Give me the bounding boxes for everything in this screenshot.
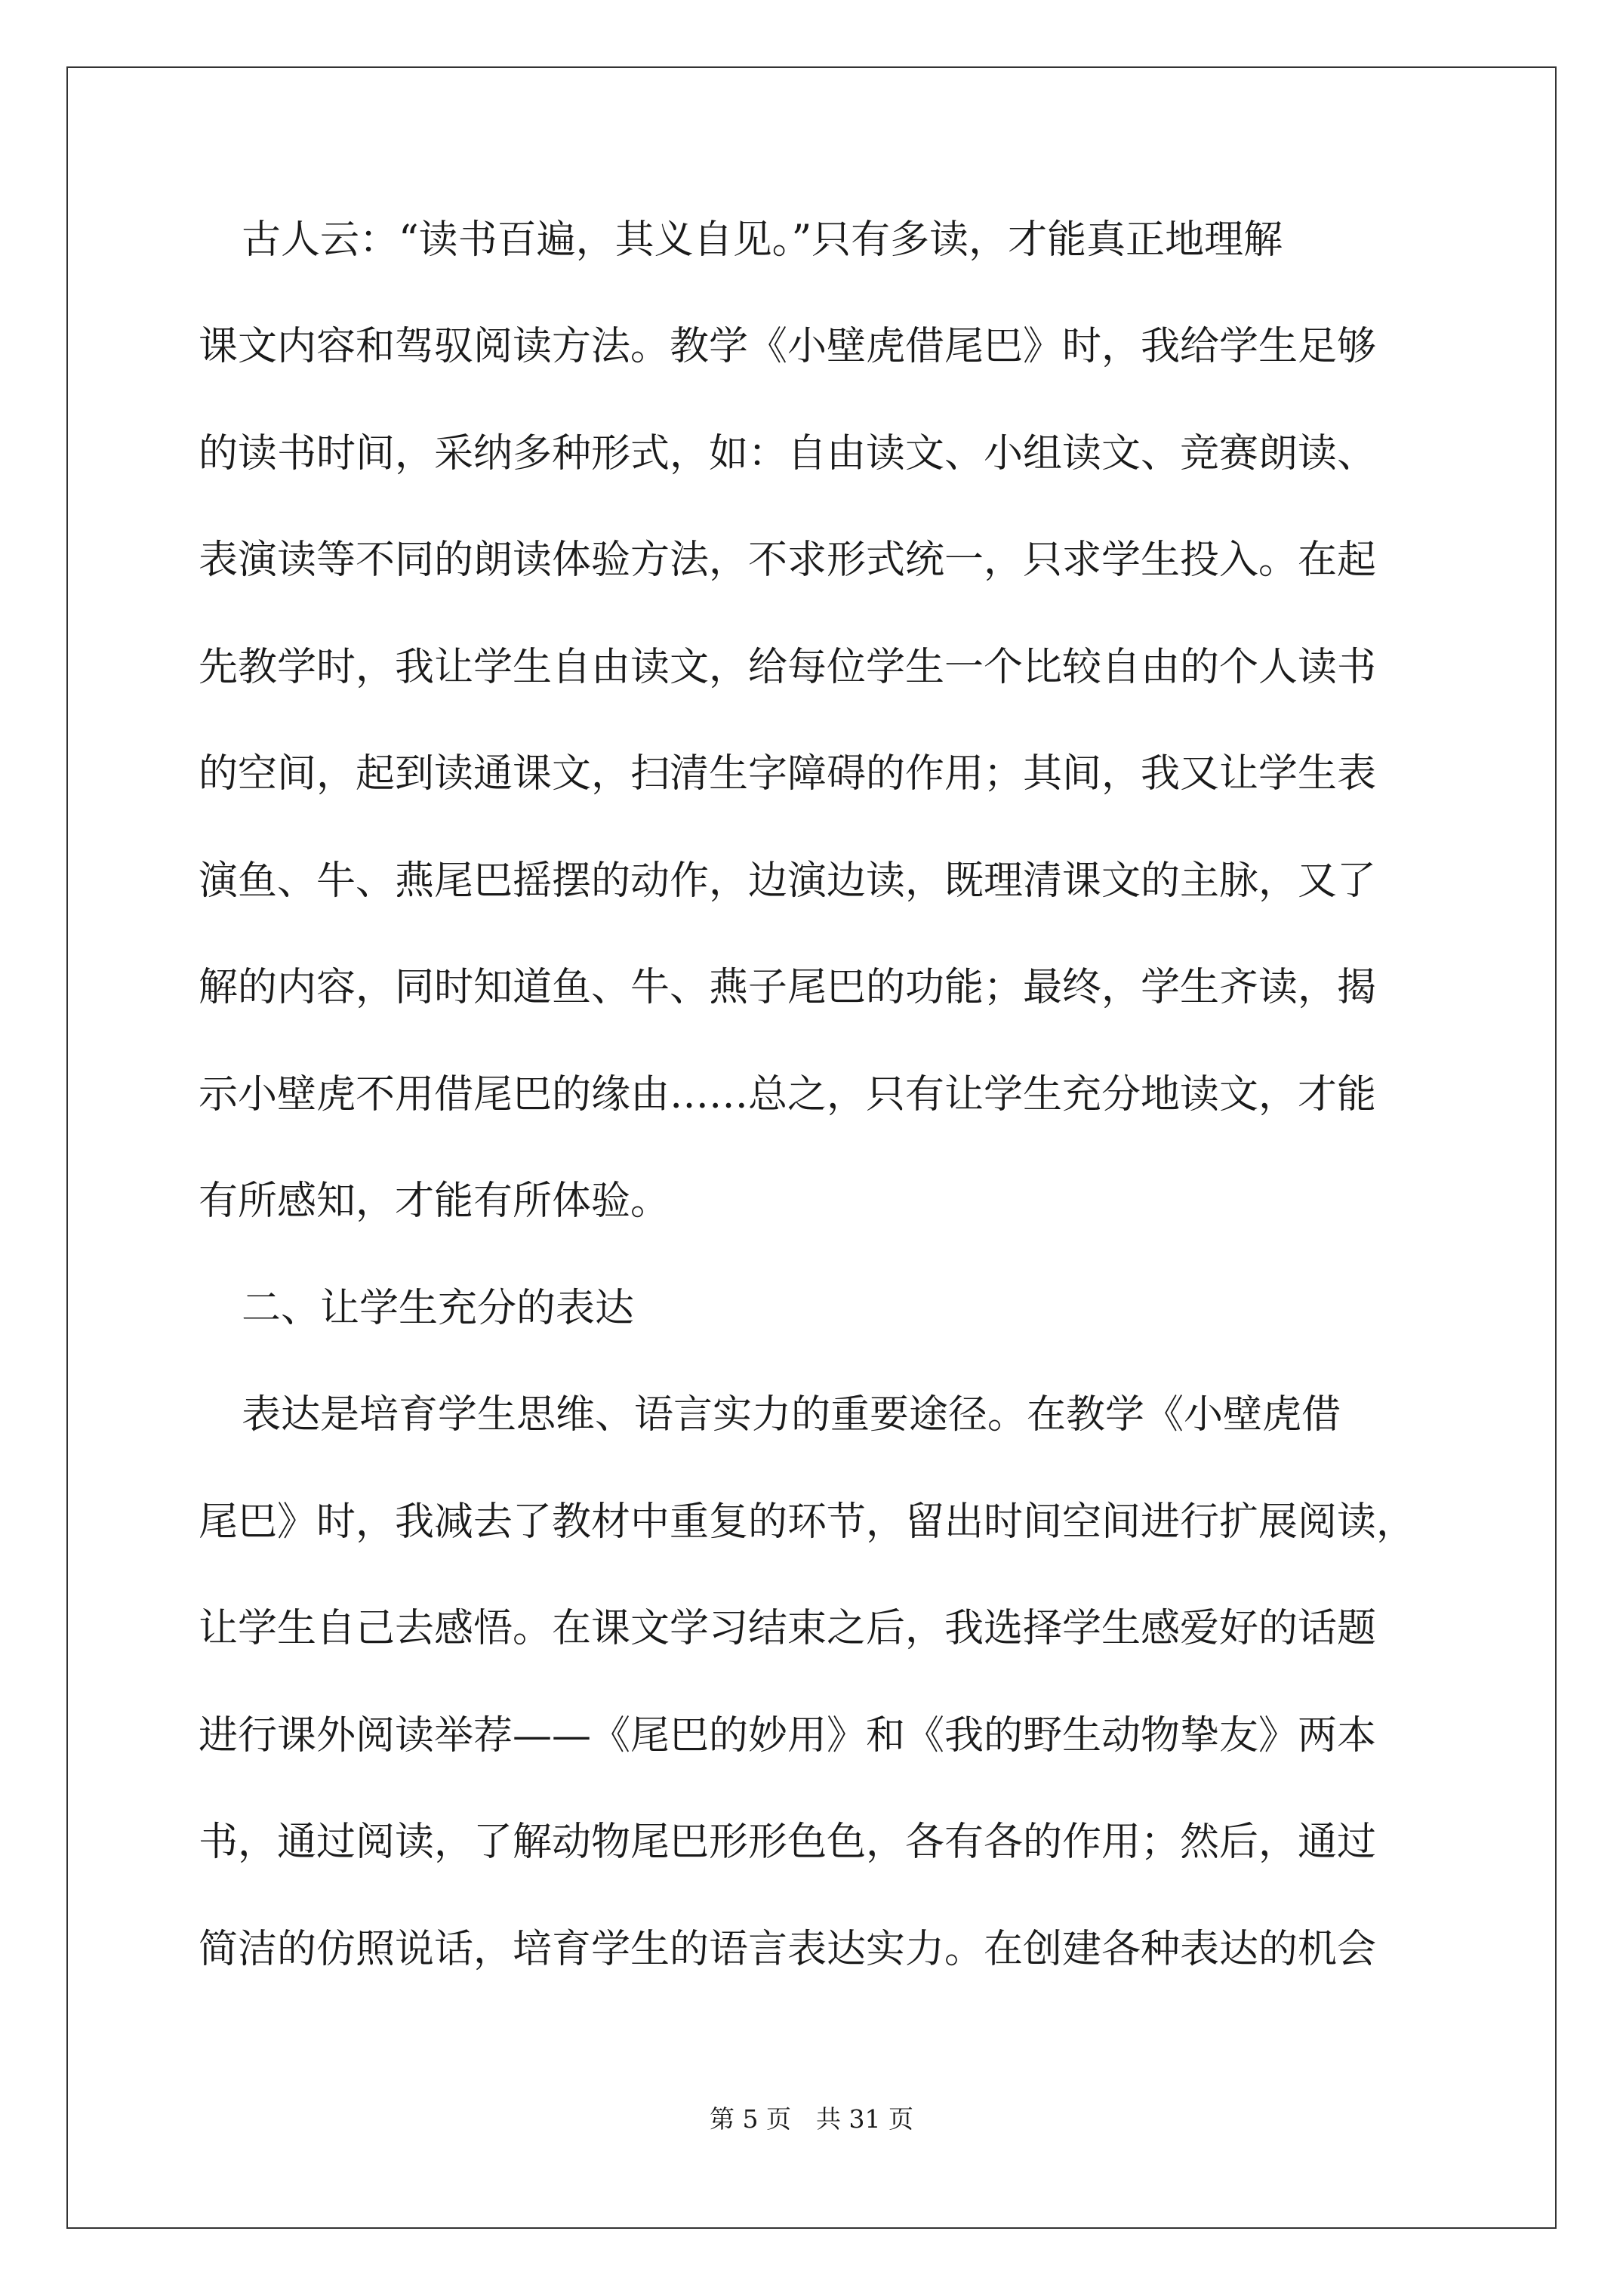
text-line: 的空间，起到读通课文，扫清生字障碍的作用；其间，我又让学生表 (199, 751, 1377, 797)
text-line: 书，通过阅读，了解动物尾巴形形色色，各有各的作用；然后，通过 (199, 1820, 1377, 1865)
text-line: 演鱼、牛、燕尾巴摇摆的动作，边演边读，既理清课文的主脉，又了 (199, 858, 1377, 904)
text-line: 进行课外阅读举荐——《尾巴的妙用》和《我的野生动物挚友》两本 (199, 1713, 1377, 1758)
page-border (66, 66, 1557, 2229)
text-line: 示小壁虎不用借尾巴的缘由……总之，只有让学生充分地读文，才能 (199, 1072, 1377, 1117)
section-heading: 二、让学生充分的表达 (242, 1286, 635, 1331)
text-line: 表演读等不同的朗读体验方法，不求形式统一，只求学生投入。在起 (199, 538, 1377, 583)
text-line: 古人云：“读书百遍，其义自见。”只有多读，才能真正地理解 (242, 217, 1283, 263)
text-line: 先教学时，我让学生自由读文，给每位学生一个比较自由的个人读书 (199, 645, 1377, 690)
text-line: 解的内容，同时知道鱼、牛、燕子尾巴的功能；最终，学生齐读，揭 (199, 965, 1377, 1010)
text-line: 有所感知，才能有所体验。 (199, 1179, 670, 1224)
page-number-footer: 第 5 页 共 31 页 (710, 2104, 913, 2134)
text-line: 课文内容和驾驭阅读方法。教学《小壁虎借尾巴》时，我给学生足够 (199, 324, 1377, 369)
text-line: 表达是培育学生思维、语言实力的重要途径。在教学《小壁虎借 (242, 1392, 1341, 1438)
text-line: 的读书时间，采纳多种形式，如：自由读文、小组读文、竞赛朗读、 (199, 431, 1377, 476)
text-line: 简洁的仿照说话，培育学生的语言表达实力。在创建各种表达的机会 (199, 1927, 1377, 1972)
text-line: 让学生自己去感悟。在课文学习结束之后，我选择学生感爱好的话题 (199, 1606, 1377, 1651)
text-line: 尾巴》时，我减去了教材中重复的环节，留出时间空间进行扩展阅读， (199, 1499, 1416, 1545)
